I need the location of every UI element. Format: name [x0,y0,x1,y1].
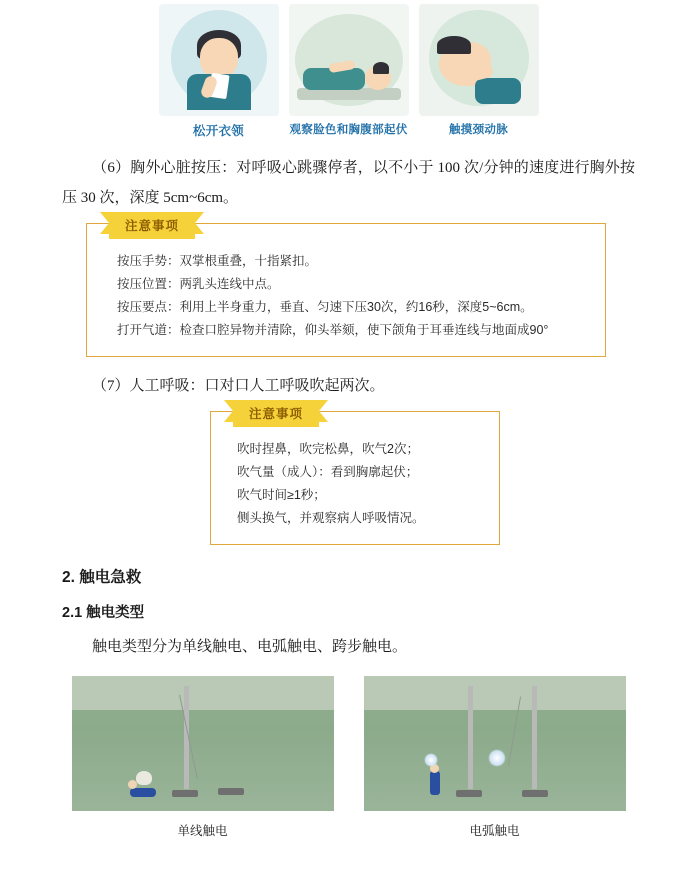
paragraph-text: （6）胸外心脏按压：对呼吸心跳骤停者，以不小于 100 次/分钟的速度进行胸外按压 30 次，深度 5cm~6cm。 [62,160,635,206]
note-line: 按压位置：两乳头连线中点。 [117,277,280,291]
photo-caption: 单线触电 [177,824,228,838]
paragraph-text: （7）人工呼吸：口对口人工呼吸吹起两次。 [92,378,385,394]
section-heading-2: 2. 触电急救 [62,569,142,586]
note-line: 吹气时间≥1秒； [237,488,326,502]
note-line: 按压手势：双掌根重叠，十指紧扣。 [117,254,318,268]
note-tag: 注意事项 [233,400,319,427]
photo-caption: 电弧触电 [469,824,520,838]
paragraph-rescue-breathing [62,371,635,401]
section-heading-2-1: 2.1 触电类型 [62,605,145,621]
illustration-item [289,4,409,139]
illustration-caption: 观察脸色和胸腹部起伏 [289,124,408,136]
first-aid-illustration-strip [159,0,539,139]
paragraph-text: 触电类型分为单线触电、电弧触电、跨步触电。 [92,639,408,655]
illustration-caption: 松开衣领 [192,124,245,138]
photo-item [72,676,334,839]
note-line: 吹时捏鼻，吹完松鼻，吹气2次； [237,442,419,456]
paragraph-shock-types [62,632,635,662]
single-line-electric-shock-photo [72,676,334,811]
person-lying-observed-icon [289,4,409,116]
hand-checking-carotid-pulse-icon [419,4,539,116]
note-line: 打开气道：检查口腔异物并清除，仰头举颏，使下颌角于耳垂连线与地面成90° [117,323,549,337]
note-box-compression [86,219,606,357]
person-loosening-collar-icon [159,4,279,116]
photo-row [62,676,635,839]
note-line: 吹气量（成人）：看到胸廓起伏； [237,465,419,479]
illustration-item [419,4,539,139]
photo-item [364,676,626,839]
note-box-breathing [210,407,500,545]
paragraph-chest-compression [62,153,635,213]
illustration-caption: 触摸颈动脉 [449,124,508,136]
note-tag: 注意事项 [109,212,195,239]
arc-electric-shock-photo [364,676,626,811]
illustration-item [159,4,279,139]
note-line: 按压要点：利用上半身重力，垂直、匀速下压30次，约16秒，深度5~6cm。 [117,300,533,314]
note-line: 侧头换气，并观察病人呼吸情况。 [237,511,425,525]
